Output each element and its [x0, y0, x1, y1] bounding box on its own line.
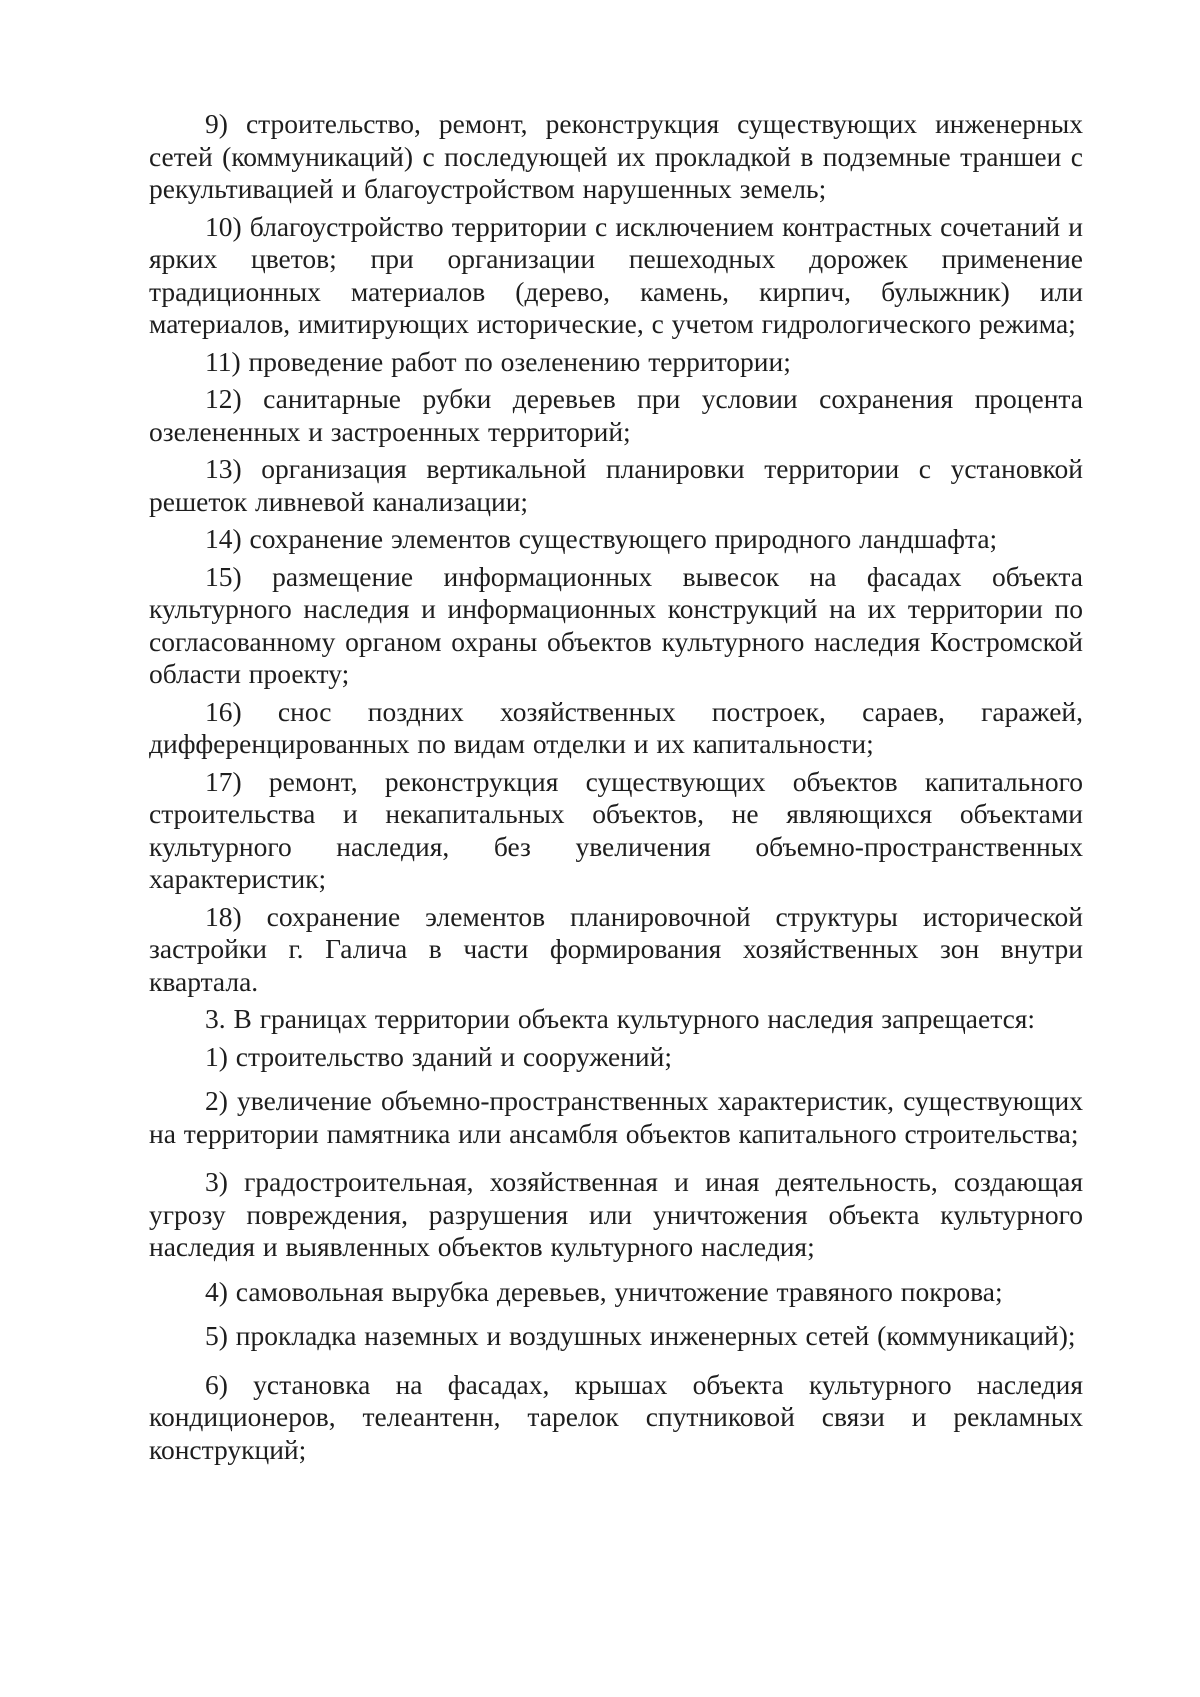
prohibition-item-1: 1) строительство зданий и сооружений;: [205, 1040, 672, 1072]
prohibition-item-6: 6) установка на фасадах, крышах объекта культурного наследия кондиционеров, телеантенн, тарелок спутниковой связи и рекламных конструкций;: [149, 1368, 1083, 1465]
prohibition-item-4: 4) самовольная вырубка деревьев, уничтожение травяного покрова;: [205, 1275, 1003, 1307]
paragraph-item-18: 18) сохранение элементов планировочной структуры исторической застройки г. Галича в части формирования хозяйственных зон внутри квартала.: [149, 900, 1083, 997]
prohibition-item-5: 5) прокладка наземных и воздушных инженерных сетей (коммуникаций);: [205, 1320, 1076, 1351]
paragraph-item-17: 17) ремонт, реконструкция существующих объектов капитального строительства и некапитальных объектов, не являющихся объектами культурного наследия, без увеличения объемно-пространственных характеристик;: [149, 765, 1083, 894]
paragraph-item-15: 15) размещение информационных вывесок на фасадах объекта культурного наследия и информационных конструкций на их территории по согласованному органом охраны объектов культурного наследия Костромской области проекту;: [149, 560, 1083, 689]
paragraph-item-16: 16) снос поздних хозяйственных построек, сараев, гаражей, дифференцированных по видам отделки и их капитальности;: [149, 695, 1083, 759]
paragraph-item-9: 9) строительство, ремонт, реконструкция существующих инженерных сетей (коммуникаций) с последующей их прокладкой в подземные траншеи с рекультивацией и благоустройством нарушенных земель;: [149, 108, 1083, 204]
paragraph-item-12: 12) санитарные рубки деревьев при условии сохранения процента озелененных и застроенных территорий;: [149, 383, 1083, 447]
document-body: [149, 108, 1083, 1466]
prohibition-item-2: 2) увеличение объемно-пространственных характеристик, существующих на территории памятника или ансамбля объектов капитального строительства;: [149, 1085, 1083, 1149]
paragraph-item-10: 10) благоустройство территории с исключением контрастных сочетаний и ярких цветов; при организации пешеходных дорожек применение традиционных материалов (дерево, камень, кирпич, булыжник) или материалов, имитирующих исторические, с учетом гидрологического режима;: [149, 210, 1083, 339]
paragraph-item-11: 11) проведение работ по озеленению территории;: [205, 345, 791, 377]
paragraph-item-13: 13) организация вертикальной планировки территории с установкой решеток ливневой канализации;: [149, 453, 1083, 517]
prohibition-item-3: 3) градостроительная, хозяйственная и иная деятельность, создающая угрозу повреждения, разрушения или уничтожения объекта культурного наследия и выявленных объектов культурного наследия;: [149, 1166, 1083, 1262]
paragraph-item-14: 14) сохранение элементов существующего природного ландшафта;: [205, 523, 998, 554]
section-heading-prohibitions: 3. В границах территории объекта культурного наследия запрещается:: [205, 1003, 1036, 1034]
